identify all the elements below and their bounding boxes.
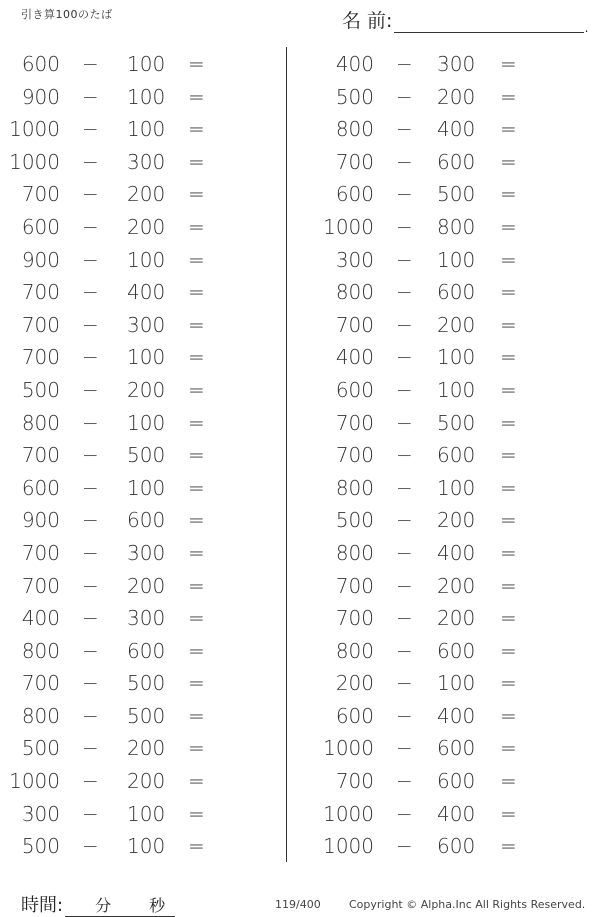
problem-row (312, 113, 592, 146)
minus-sign: − (82, 703, 99, 728)
minus-sign: − (82, 606, 99, 631)
subtrahend: 100 (127, 475, 166, 500)
subtrahend: 600 (437, 149, 476, 174)
minus-sign: − (396, 540, 413, 565)
minuend: 700 (21, 280, 60, 305)
subtrahend: 400 (437, 703, 476, 728)
equals-sign: = (500, 149, 517, 174)
subtrahend: 600 (127, 508, 166, 533)
minuend: 600 (21, 52, 60, 76)
equals-sign: = (188, 573, 205, 598)
problem-row (0, 472, 280, 505)
minus-sign: − (82, 345, 99, 370)
problem-row (312, 798, 592, 831)
equals-sign: = (500, 638, 517, 663)
minus-sign: − (396, 736, 413, 761)
equals-sign: = (500, 606, 517, 631)
minus-sign: − (82, 410, 99, 435)
minus-sign: − (82, 671, 99, 696)
minuend: 500 (335, 508, 374, 533)
equals-sign: = (500, 769, 517, 794)
name-label: 名 前: (342, 10, 393, 32)
problem-row (0, 798, 280, 831)
minus-sign: − (396, 443, 413, 468)
equals-sign: = (500, 801, 517, 826)
minus-sign: − (82, 312, 99, 337)
time-field (21, 891, 175, 917)
minus-sign: − (396, 638, 413, 663)
minuend: 500 (21, 736, 60, 761)
problem-row (312, 81, 592, 114)
equals-sign: = (500, 834, 517, 859)
minus-sign: − (82, 84, 99, 109)
minuend: 900 (21, 247, 60, 272)
minuend: 1000 (323, 834, 374, 859)
problem-row (312, 439, 592, 472)
problem-row (312, 407, 592, 440)
minus-sign: − (396, 377, 413, 402)
minus-sign: − (396, 345, 413, 370)
name-field (342, 6, 589, 35)
equals-sign: = (188, 475, 205, 500)
minuend: 1000 (323, 736, 374, 761)
problem-row (0, 602, 280, 635)
minus-sign: − (82, 214, 99, 239)
problem-row (312, 472, 592, 505)
minus-sign: − (396, 769, 413, 794)
equals-sign: = (500, 84, 517, 109)
problem-row (0, 309, 280, 342)
subtrahend: 600 (437, 769, 476, 794)
equals-sign: = (500, 214, 517, 239)
minuend: 700 (335, 769, 374, 794)
minuend: 700 (21, 573, 60, 598)
minuend: 400 (335, 52, 374, 76)
problem-row (0, 635, 280, 668)
problem-row (0, 537, 280, 570)
subtrahend: 200 (127, 214, 166, 239)
minus-sign: − (82, 769, 99, 794)
problem-row (312, 667, 592, 700)
problem-row (312, 602, 592, 635)
problem-row (0, 407, 280, 440)
minuend: 500 (21, 834, 60, 859)
subtrahend: 200 (127, 573, 166, 598)
minus-sign: − (82, 801, 99, 826)
problem-row (312, 635, 592, 668)
equals-sign: = (188, 736, 205, 761)
equals-sign: = (188, 606, 205, 631)
equals-sign: = (500, 573, 517, 598)
minus-sign: − (396, 573, 413, 598)
problem-row (0, 211, 280, 244)
minuend: 1000 (9, 769, 60, 794)
subtrahend: 400 (127, 280, 166, 305)
subtrahend: 400 (437, 117, 476, 142)
equals-sign: = (500, 671, 517, 696)
minus-sign: − (82, 573, 99, 598)
equals-sign: = (500, 345, 517, 370)
problem-row (312, 765, 592, 798)
equals-sign: = (500, 475, 517, 500)
minus-sign: − (396, 703, 413, 728)
problem-row (0, 700, 280, 733)
minuend: 1000 (323, 214, 374, 239)
equals-sign: = (500, 312, 517, 337)
equals-sign: = (188, 84, 205, 109)
problem-row (312, 211, 592, 244)
copyright-notice: Copyright © Alpha.Inc All Rights Reserved. (349, 898, 586, 911)
minus-sign: − (396, 52, 413, 76)
subtrahend: 400 (437, 540, 476, 565)
time-label: 時間: (21, 895, 64, 916)
equals-sign: = (188, 52, 205, 76)
equals-sign: = (188, 247, 205, 272)
minuend: 700 (335, 149, 374, 174)
equals-sign: = (500, 443, 517, 468)
minuend: 700 (21, 671, 60, 696)
minuend: 700 (21, 443, 60, 468)
minuend: 500 (335, 84, 374, 109)
equals-sign: = (188, 508, 205, 533)
column-divider (286, 47, 287, 862)
minuend: 800 (21, 638, 60, 663)
problem-row (312, 244, 592, 277)
equals-sign: = (188, 149, 205, 174)
equals-sign: = (500, 182, 517, 207)
minuend: 800 (335, 280, 374, 305)
minuend: 600 (21, 214, 60, 239)
minus-sign: − (82, 834, 99, 859)
problem-row (312, 732, 592, 765)
subtrahend: 600 (437, 736, 476, 761)
problem-row (0, 178, 280, 211)
problem-row (0, 341, 280, 374)
subtrahend: 100 (127, 84, 166, 109)
subtrahend: 100 (127, 52, 166, 76)
equals-sign: = (188, 801, 205, 826)
equals-sign: = (500, 117, 517, 142)
minus-sign: − (82, 247, 99, 272)
minus-sign: − (82, 182, 99, 207)
equals-sign: = (188, 345, 205, 370)
minuend: 700 (335, 443, 374, 468)
minus-sign: − (82, 149, 99, 174)
subtrahend: 200 (437, 508, 476, 533)
minuend: 800 (21, 410, 60, 435)
minus-sign: − (82, 117, 99, 142)
minus-sign: − (396, 671, 413, 696)
minuend: 800 (21, 703, 60, 728)
problem-row (312, 309, 592, 342)
minuend: 700 (335, 312, 374, 337)
minuend: 700 (335, 606, 374, 631)
subtrahend: 100 (127, 345, 166, 370)
problem-row (312, 374, 592, 407)
worksheet-title: 引き算100のたば (21, 8, 113, 21)
problem-row (312, 276, 592, 309)
problem-row (312, 830, 592, 863)
minuend: 900 (21, 508, 60, 533)
subtrahend: 100 (437, 671, 476, 696)
minus-sign: − (396, 214, 413, 239)
problem-row (0, 732, 280, 765)
minuend: 600 (335, 703, 374, 728)
minus-sign: − (82, 475, 99, 500)
equals-sign: = (500, 540, 517, 565)
equals-sign: = (188, 214, 205, 239)
problem-row (0, 765, 280, 798)
minuend: 1000 (9, 117, 60, 142)
minuend: 700 (335, 410, 374, 435)
name-end-dot: . (584, 21, 589, 35)
minuend: 800 (335, 475, 374, 500)
subtrahend: 300 (127, 606, 166, 631)
subtrahend: 200 (127, 377, 166, 402)
minus-sign: − (396, 149, 413, 174)
minuend: 200 (335, 671, 374, 696)
subtrahend: 300 (127, 312, 166, 337)
minuend: 400 (335, 345, 374, 370)
equals-sign: = (188, 671, 205, 696)
page-number: 119/400 (275, 898, 321, 911)
subtrahend: 600 (127, 638, 166, 663)
equals-sign: = (500, 508, 517, 533)
minus-sign: − (396, 247, 413, 272)
subtrahend: 300 (127, 540, 166, 565)
minuend: 600 (21, 475, 60, 500)
seconds-label: 秒 (149, 896, 166, 915)
minus-sign: − (396, 475, 413, 500)
subtrahend: 100 (127, 834, 166, 859)
minus-sign: − (396, 801, 413, 826)
problem-row (0, 667, 280, 700)
time-blank (65, 894, 175, 917)
subtrahend: 100 (127, 117, 166, 142)
minus-sign: − (396, 410, 413, 435)
minuend: 400 (21, 606, 60, 631)
problem-row (0, 48, 280, 81)
subtrahend: 200 (437, 573, 476, 598)
name-blank (394, 12, 589, 35)
equals-sign: = (500, 736, 517, 761)
problem-row (0, 830, 280, 863)
minuend: 1000 (9, 149, 60, 174)
equals-sign: = (500, 52, 517, 76)
problem-row (0, 504, 280, 537)
minus-sign: − (396, 117, 413, 142)
equals-sign: = (188, 443, 205, 468)
problem-row (0, 276, 280, 309)
equals-sign: = (500, 410, 517, 435)
minus-sign: − (396, 280, 413, 305)
subtrahend: 800 (437, 214, 476, 239)
subtrahend: 600 (437, 638, 476, 663)
subtrahend: 100 (437, 377, 476, 402)
minuend: 800 (335, 638, 374, 663)
problem-row (0, 244, 280, 277)
subtrahend: 500 (127, 443, 166, 468)
equals-sign: = (188, 377, 205, 402)
subtrahend: 600 (437, 280, 476, 305)
problem-row (312, 341, 592, 374)
equals-sign: = (188, 410, 205, 435)
equals-sign: = (188, 638, 205, 663)
minus-sign: − (396, 508, 413, 533)
minuend: 700 (335, 573, 374, 598)
equals-sign: = (188, 182, 205, 207)
minuend: 300 (21, 801, 60, 826)
minuend: 700 (21, 312, 60, 337)
problem-row (312, 504, 592, 537)
subtrahend: 300 (437, 52, 476, 76)
subtrahend: 200 (437, 312, 476, 337)
equals-sign: = (500, 280, 517, 305)
subtrahend: 200 (437, 606, 476, 631)
minus-sign: − (82, 638, 99, 663)
minus-sign: − (82, 280, 99, 305)
subtrahend: 200 (127, 182, 166, 207)
equals-sign: = (500, 377, 517, 402)
subtrahend: 600 (437, 834, 476, 859)
subtrahend: 100 (437, 345, 476, 370)
equals-sign: = (500, 247, 517, 272)
subtrahend: 100 (127, 801, 166, 826)
minuend: 700 (21, 345, 60, 370)
minuend: 800 (335, 540, 374, 565)
equals-sign: = (188, 769, 205, 794)
minus-sign: − (82, 443, 99, 468)
minuend: 1000 (323, 801, 374, 826)
subtrahend: 500 (437, 182, 476, 207)
minus-sign: − (396, 312, 413, 337)
subtrahend: 400 (437, 801, 476, 826)
subtrahend: 500 (437, 410, 476, 435)
minuend: 900 (21, 84, 60, 109)
equals-sign: = (500, 703, 517, 728)
problem-row (0, 81, 280, 114)
problem-row (312, 178, 592, 211)
equals-sign: = (188, 117, 205, 142)
minus-sign: − (82, 377, 99, 402)
minutes-label: 分 (95, 896, 112, 915)
minus-sign: − (82, 540, 99, 565)
problem-row (0, 570, 280, 603)
minuend: 300 (335, 247, 374, 272)
problem-row (312, 146, 592, 179)
minuend: 600 (335, 377, 374, 402)
minus-sign: − (82, 508, 99, 533)
problem-row (0, 439, 280, 472)
equals-sign: = (188, 834, 205, 859)
minuend: 500 (21, 377, 60, 402)
problem-row (0, 113, 280, 146)
subtrahend: 300 (127, 149, 166, 174)
minus-sign: − (396, 606, 413, 631)
equals-sign: = (188, 312, 205, 337)
problem-row (312, 700, 592, 733)
problem-row (312, 570, 592, 603)
minuend: 600 (335, 182, 374, 207)
left-problem-column (0, 48, 280, 863)
problem-row (0, 146, 280, 179)
subtrahend: 500 (127, 703, 166, 728)
minuend: 700 (21, 540, 60, 565)
subtrahend: 200 (127, 736, 166, 761)
minus-sign: − (82, 736, 99, 761)
subtrahend: 100 (127, 410, 166, 435)
problem-row (312, 48, 592, 81)
subtrahend: 100 (437, 247, 476, 272)
subtrahend: 100 (127, 247, 166, 272)
minus-sign: − (396, 84, 413, 109)
minus-sign: − (396, 182, 413, 207)
equals-sign: = (188, 540, 205, 565)
minus-sign: − (396, 834, 413, 859)
problem-row (0, 374, 280, 407)
minus-sign: − (82, 52, 99, 76)
equals-sign: = (188, 280, 205, 305)
subtrahend: 100 (437, 475, 476, 500)
subtrahend: 500 (127, 671, 166, 696)
problem-row (312, 537, 592, 570)
subtrahend: 200 (127, 769, 166, 794)
subtrahend: 200 (437, 84, 476, 109)
equals-sign: = (188, 703, 205, 728)
right-problem-column (312, 48, 592, 863)
minuend: 700 (21, 182, 60, 207)
subtrahend: 600 (437, 443, 476, 468)
minuend: 800 (335, 117, 374, 142)
